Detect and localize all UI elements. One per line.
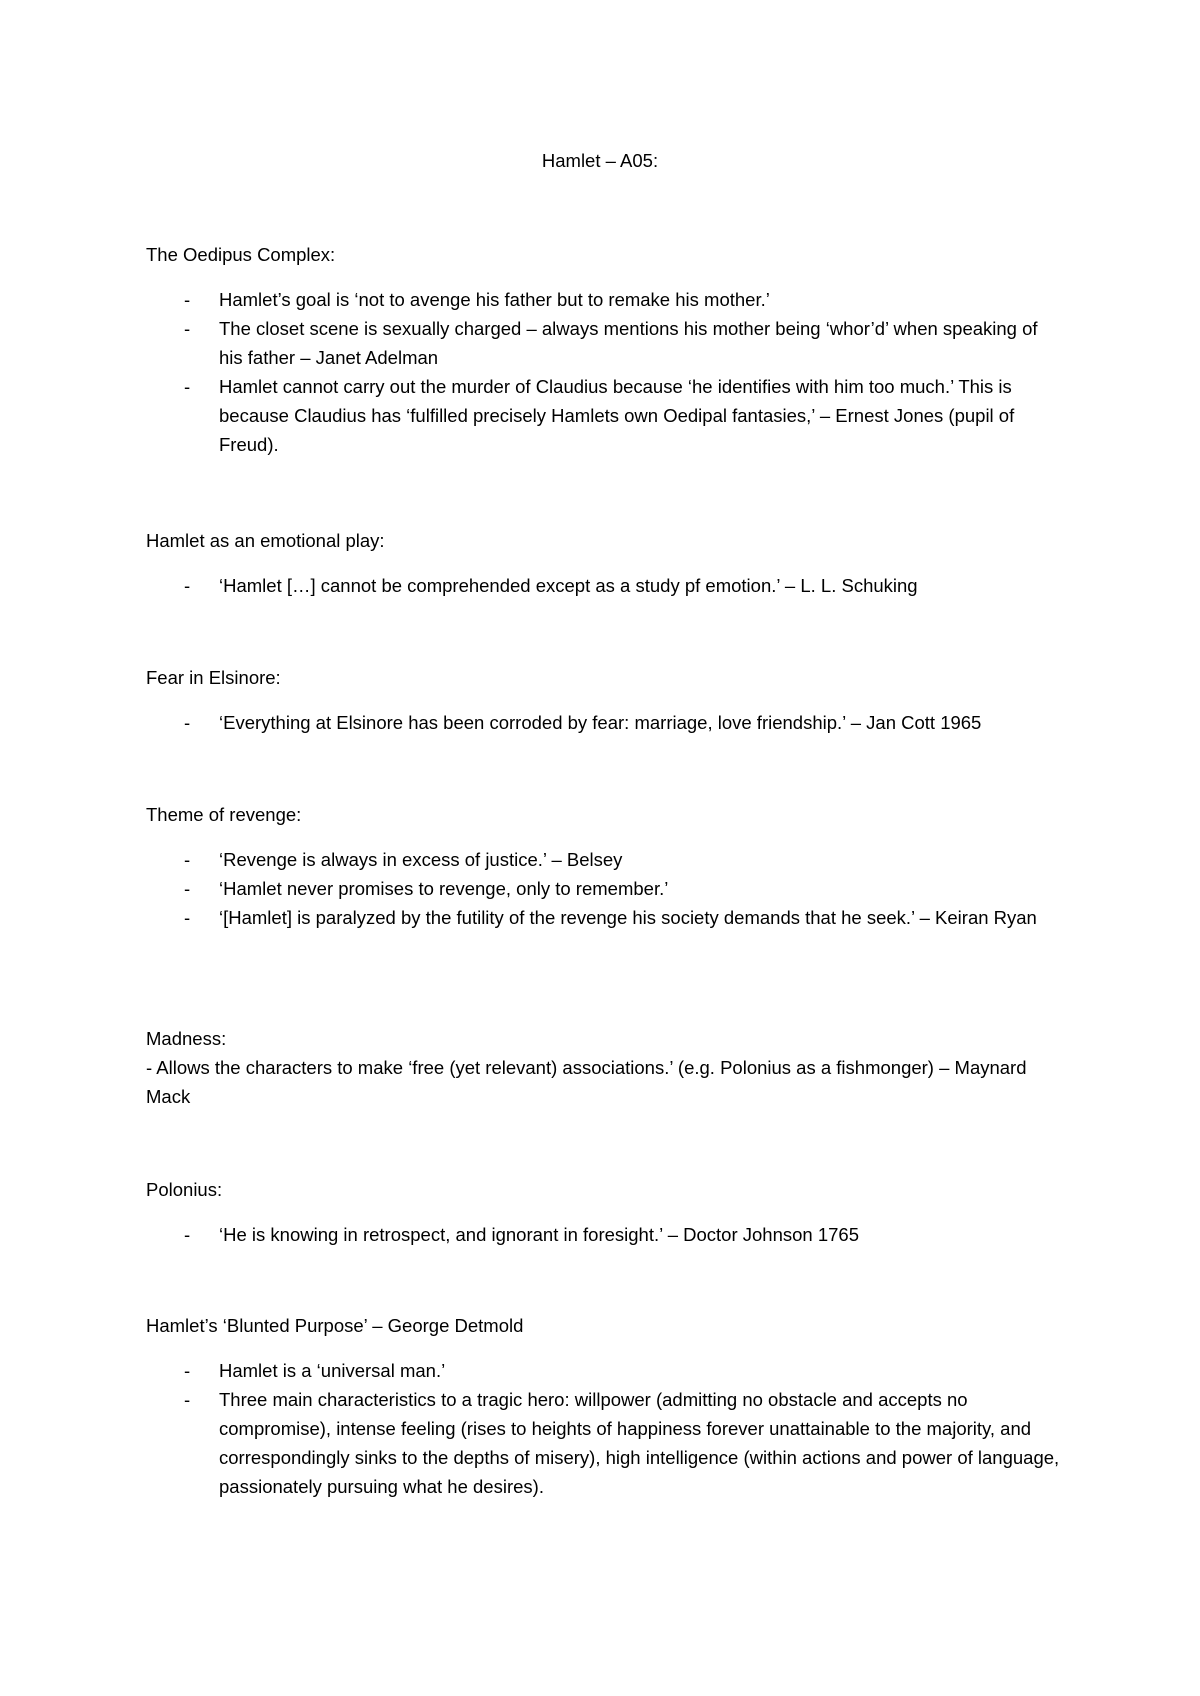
section-madness [146,1024,1066,1111]
section-heading: Polonius: [146,1179,223,1200]
list-item: - ‘Hamlet never promises to revenge, only to remember.’ [146,874,1066,903]
section-emotional-play [146,526,1066,600]
list-item: - Three main characteristics to a tragic hero: willpower (admitting no obstacle and accepts no compromise), intense feeling (rises to heights of happiness forever unattainable to the majority, and correspondingly sinks to the depths of misery), high intelligence (within actions and power of language, passionately pursuing what he desires). [146,1385,1066,1501]
list-item: - ‘Hamlet […] cannot be comprehended except as a study pf emotion.’ – L. L. Schuking [146,571,1066,600]
list-item: - Hamlet’s goal is ‘not to avenge his father but to remake his mother.’ [146,285,1066,314]
list-item: - ‘Revenge is always in excess of justice.’ – Belsey [146,845,1066,874]
section-heading: Hamlet’s ‘Blunted Purpose’ – George Detmold [146,1315,524,1336]
dash-bullet-icon: - [184,575,191,596]
section-polonius [146,1175,1066,1249]
list-item: - ‘He is knowing in retrospect, and ignorant in foresight.’ – Doctor Johnson 1765 [146,1220,1066,1249]
bullet-list [146,845,1066,932]
bullet-list [146,1220,1066,1249]
dash-bullet-icon: - [184,318,191,339]
section-heading: The Oedipus Complex: [146,244,336,265]
section-blunted-purpose [146,1311,1066,1501]
section-heading: Fear in Elsinore: [146,667,281,688]
dash-bullet-icon: - [184,376,191,397]
dash-bullet-icon: - [184,1389,191,1410]
section-heading: Hamlet as an emotional play: [146,530,385,551]
bullet-list [146,708,1066,737]
section-fear-in-elsinore [146,663,1066,737]
bullet-list [146,1356,1066,1501]
page-title: Hamlet – A05: [541,150,659,171]
section-heading: Theme of revenge: [146,804,302,825]
section-theme-of-revenge [146,800,1066,932]
list-item: - ‘Everything at Elsinore has been corroded by fear: marriage, love friendship.’ – Jan Cott 1965 [146,708,1066,737]
list-item: - The closet scene is sexually charged – always mentions his mother being ‘whor’d’ when speaking of his father – Janet Adelman [146,314,1066,372]
bullet-list [146,571,1066,600]
dash-bullet-icon: - [184,907,191,928]
dash-bullet-icon: - [184,712,191,733]
list-item: - ‘[Hamlet] is paralyzed by the futility of the revenge his society demands that he seek.’ – Keiran Ryan [146,903,1066,932]
dash-bullet-icon: - [184,1224,191,1245]
dash-bullet-icon: - [184,289,191,310]
section-oedipus-complex [146,240,1066,459]
bullet-list [146,285,1066,459]
section-paragraph: - Allows the characters to make ‘free (yet relevant) associations.’ (e.g. Polonius as a fishmonger) – Maynard Mack [146,1057,1027,1107]
dash-bullet-icon: - [184,849,191,870]
list-item: - Hamlet cannot carry out the murder of Claudius because ‘he identifies with him too much.’ This is because Claudius has ‘fulfilled precisely Hamlets own Oedipal fantasies,’ – Ernest Jones (pupil of Freud). [146,372,1066,459]
section-heading: Madness: [146,1028,227,1049]
list-item: - Hamlet is a ‘universal man.’ [146,1356,1066,1385]
dash-bullet-icon: - [184,1360,191,1381]
dash-bullet-icon: - [184,878,191,899]
